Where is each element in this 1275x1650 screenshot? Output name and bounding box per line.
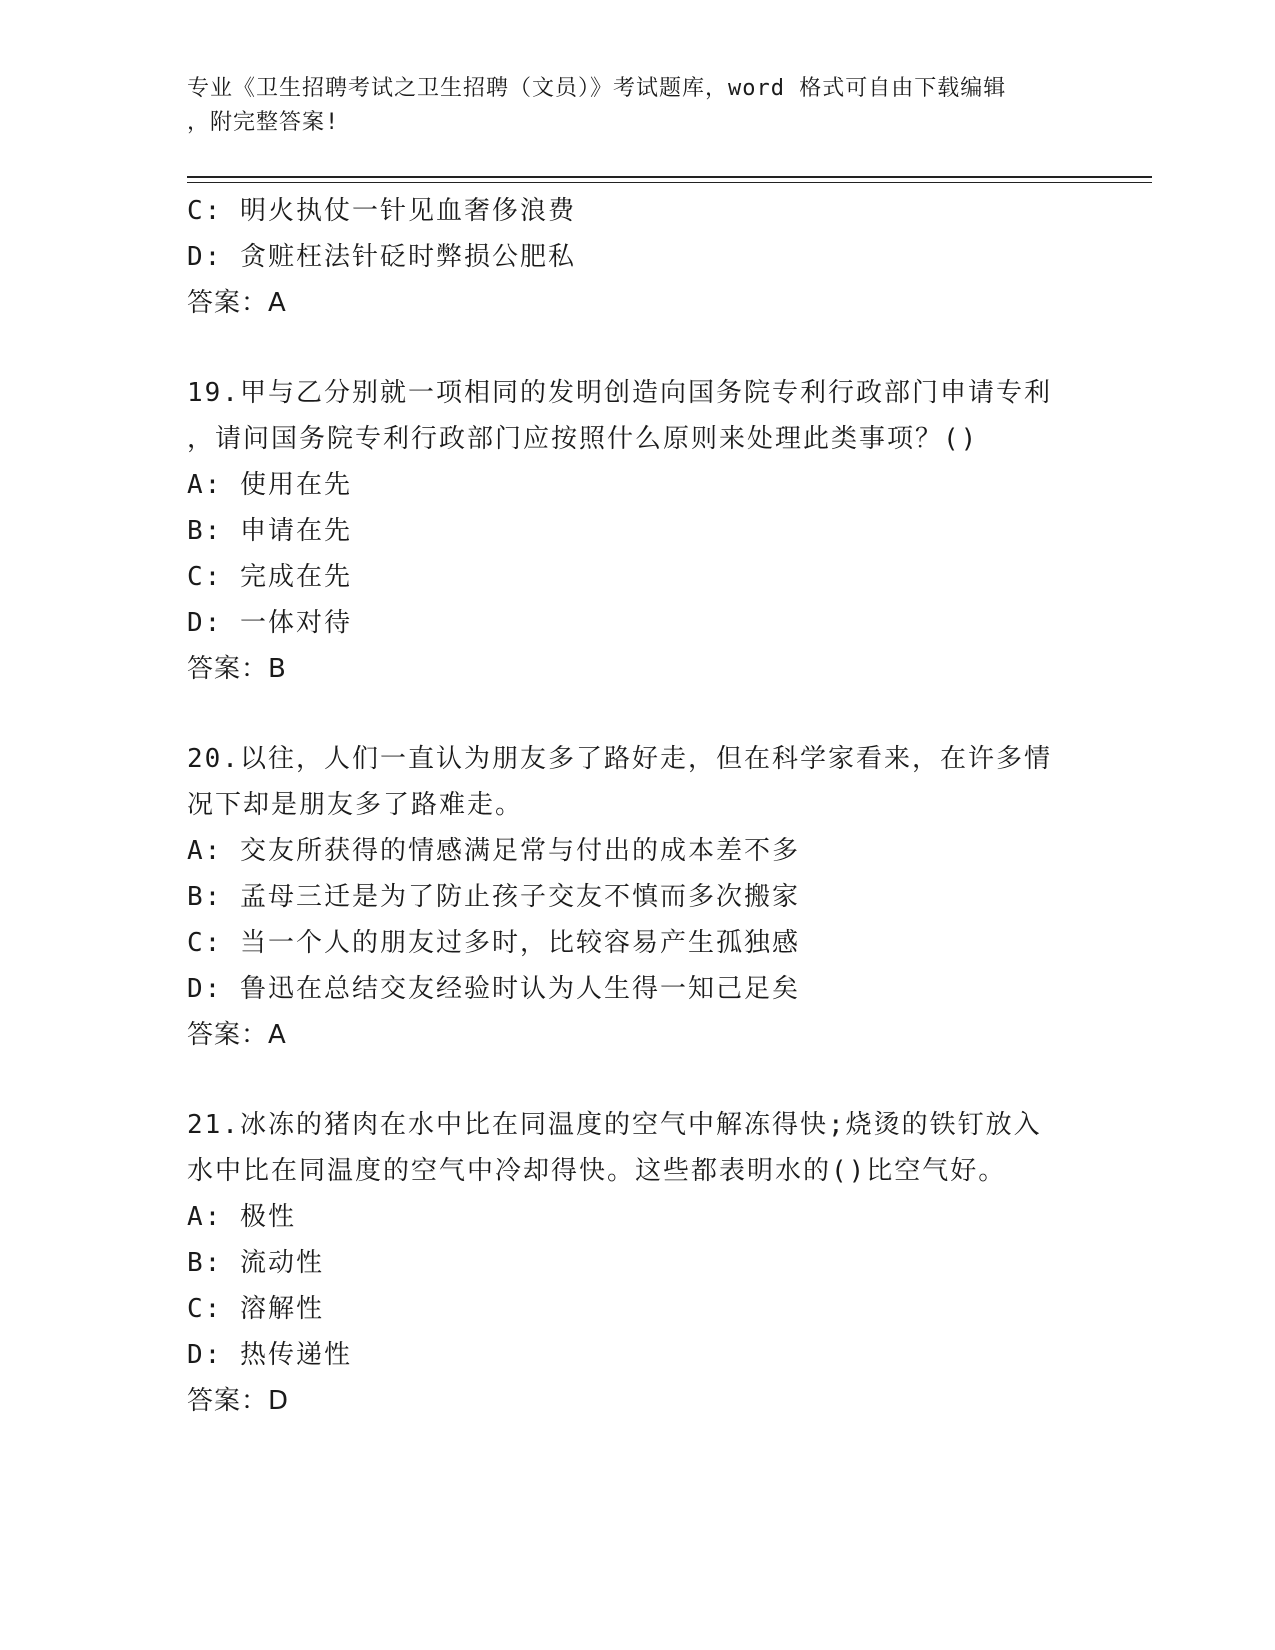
answer-line: 答案：D: [187, 1386, 290, 1416]
header-rule-thick: [187, 176, 1152, 178]
answer-line: 答案：A: [187, 1020, 287, 1050]
option-c: C: 当一个人的朋友过多时，比较容易产生孤独感: [187, 928, 800, 958]
option-d: D: 热传递性: [187, 1340, 352, 1370]
option-a: A: 极性: [187, 1202, 296, 1232]
option-b: B: 申请在先: [187, 516, 352, 546]
answer-line: 答案：A: [187, 288, 287, 318]
question-stem-line-1: 20.以往，人们一直认为朋友多了路好走，但在科学家看来，在许多情: [187, 744, 1052, 774]
option-d: D: 一体对待: [187, 608, 352, 638]
question-stem-line-2: ，请问国务院专利行政部门应按照什么原则来处理此类事项？(): [187, 424, 979, 454]
answer-line: 答案：B: [187, 654, 287, 684]
question-18-continued: [187, 188, 1087, 326]
option-a: A: 交友所获得的情感满足常与付出的成本差不多: [187, 836, 800, 866]
header-line-1: 专业《卫生招聘考试之卫生招聘（文员）》考试题库，word 格式可自由下载编辑: [187, 76, 1007, 101]
question-21: [187, 1102, 1087, 1424]
option-a: A: 使用在先: [187, 470, 352, 500]
question-20: [187, 736, 1087, 1058]
question-list: [187, 188, 1087, 1424]
option-c: C: 明火执仗一针见血奢侈浪费: [187, 196, 576, 226]
option-d: D: 鲁迅在总结交友经验时认为人生得一知己足矣: [187, 974, 800, 1004]
question-stem-line-1: 19.甲与乙分别就一项相同的发明创造向国务院专利行政部门申请专利: [187, 378, 1052, 408]
document-header: [187, 72, 1087, 140]
header-rule-thin: [187, 182, 1152, 183]
question-stem-line-2: 况下却是朋友多了路难走。: [187, 790, 524, 820]
option-c: C: 完成在先: [187, 562, 352, 592]
question-stem-line-1: 21.冰冻的猪肉在水中比在同温度的空气中解冻得快;烧烫的铁钉放入: [187, 1110, 1042, 1140]
question-stem-line-2: 水中比在同温度的空气中冷却得快。这些都表明水的()比空气好。: [187, 1156, 1007, 1186]
header-line-2: ，附完整答案!: [187, 110, 340, 135]
option-b: B: 流动性: [187, 1248, 324, 1278]
option-c: C: 溶解性: [187, 1294, 324, 1324]
spacer: [187, 1058, 1087, 1102]
question-19: [187, 370, 1087, 692]
spacer: [187, 326, 1087, 370]
option-d: D: 贪赃枉法针砭时弊损公肥私: [187, 242, 576, 272]
option-b: B: 孟母三迁是为了防止孩子交友不慎而多次搬家: [187, 882, 800, 912]
spacer: [187, 692, 1087, 736]
